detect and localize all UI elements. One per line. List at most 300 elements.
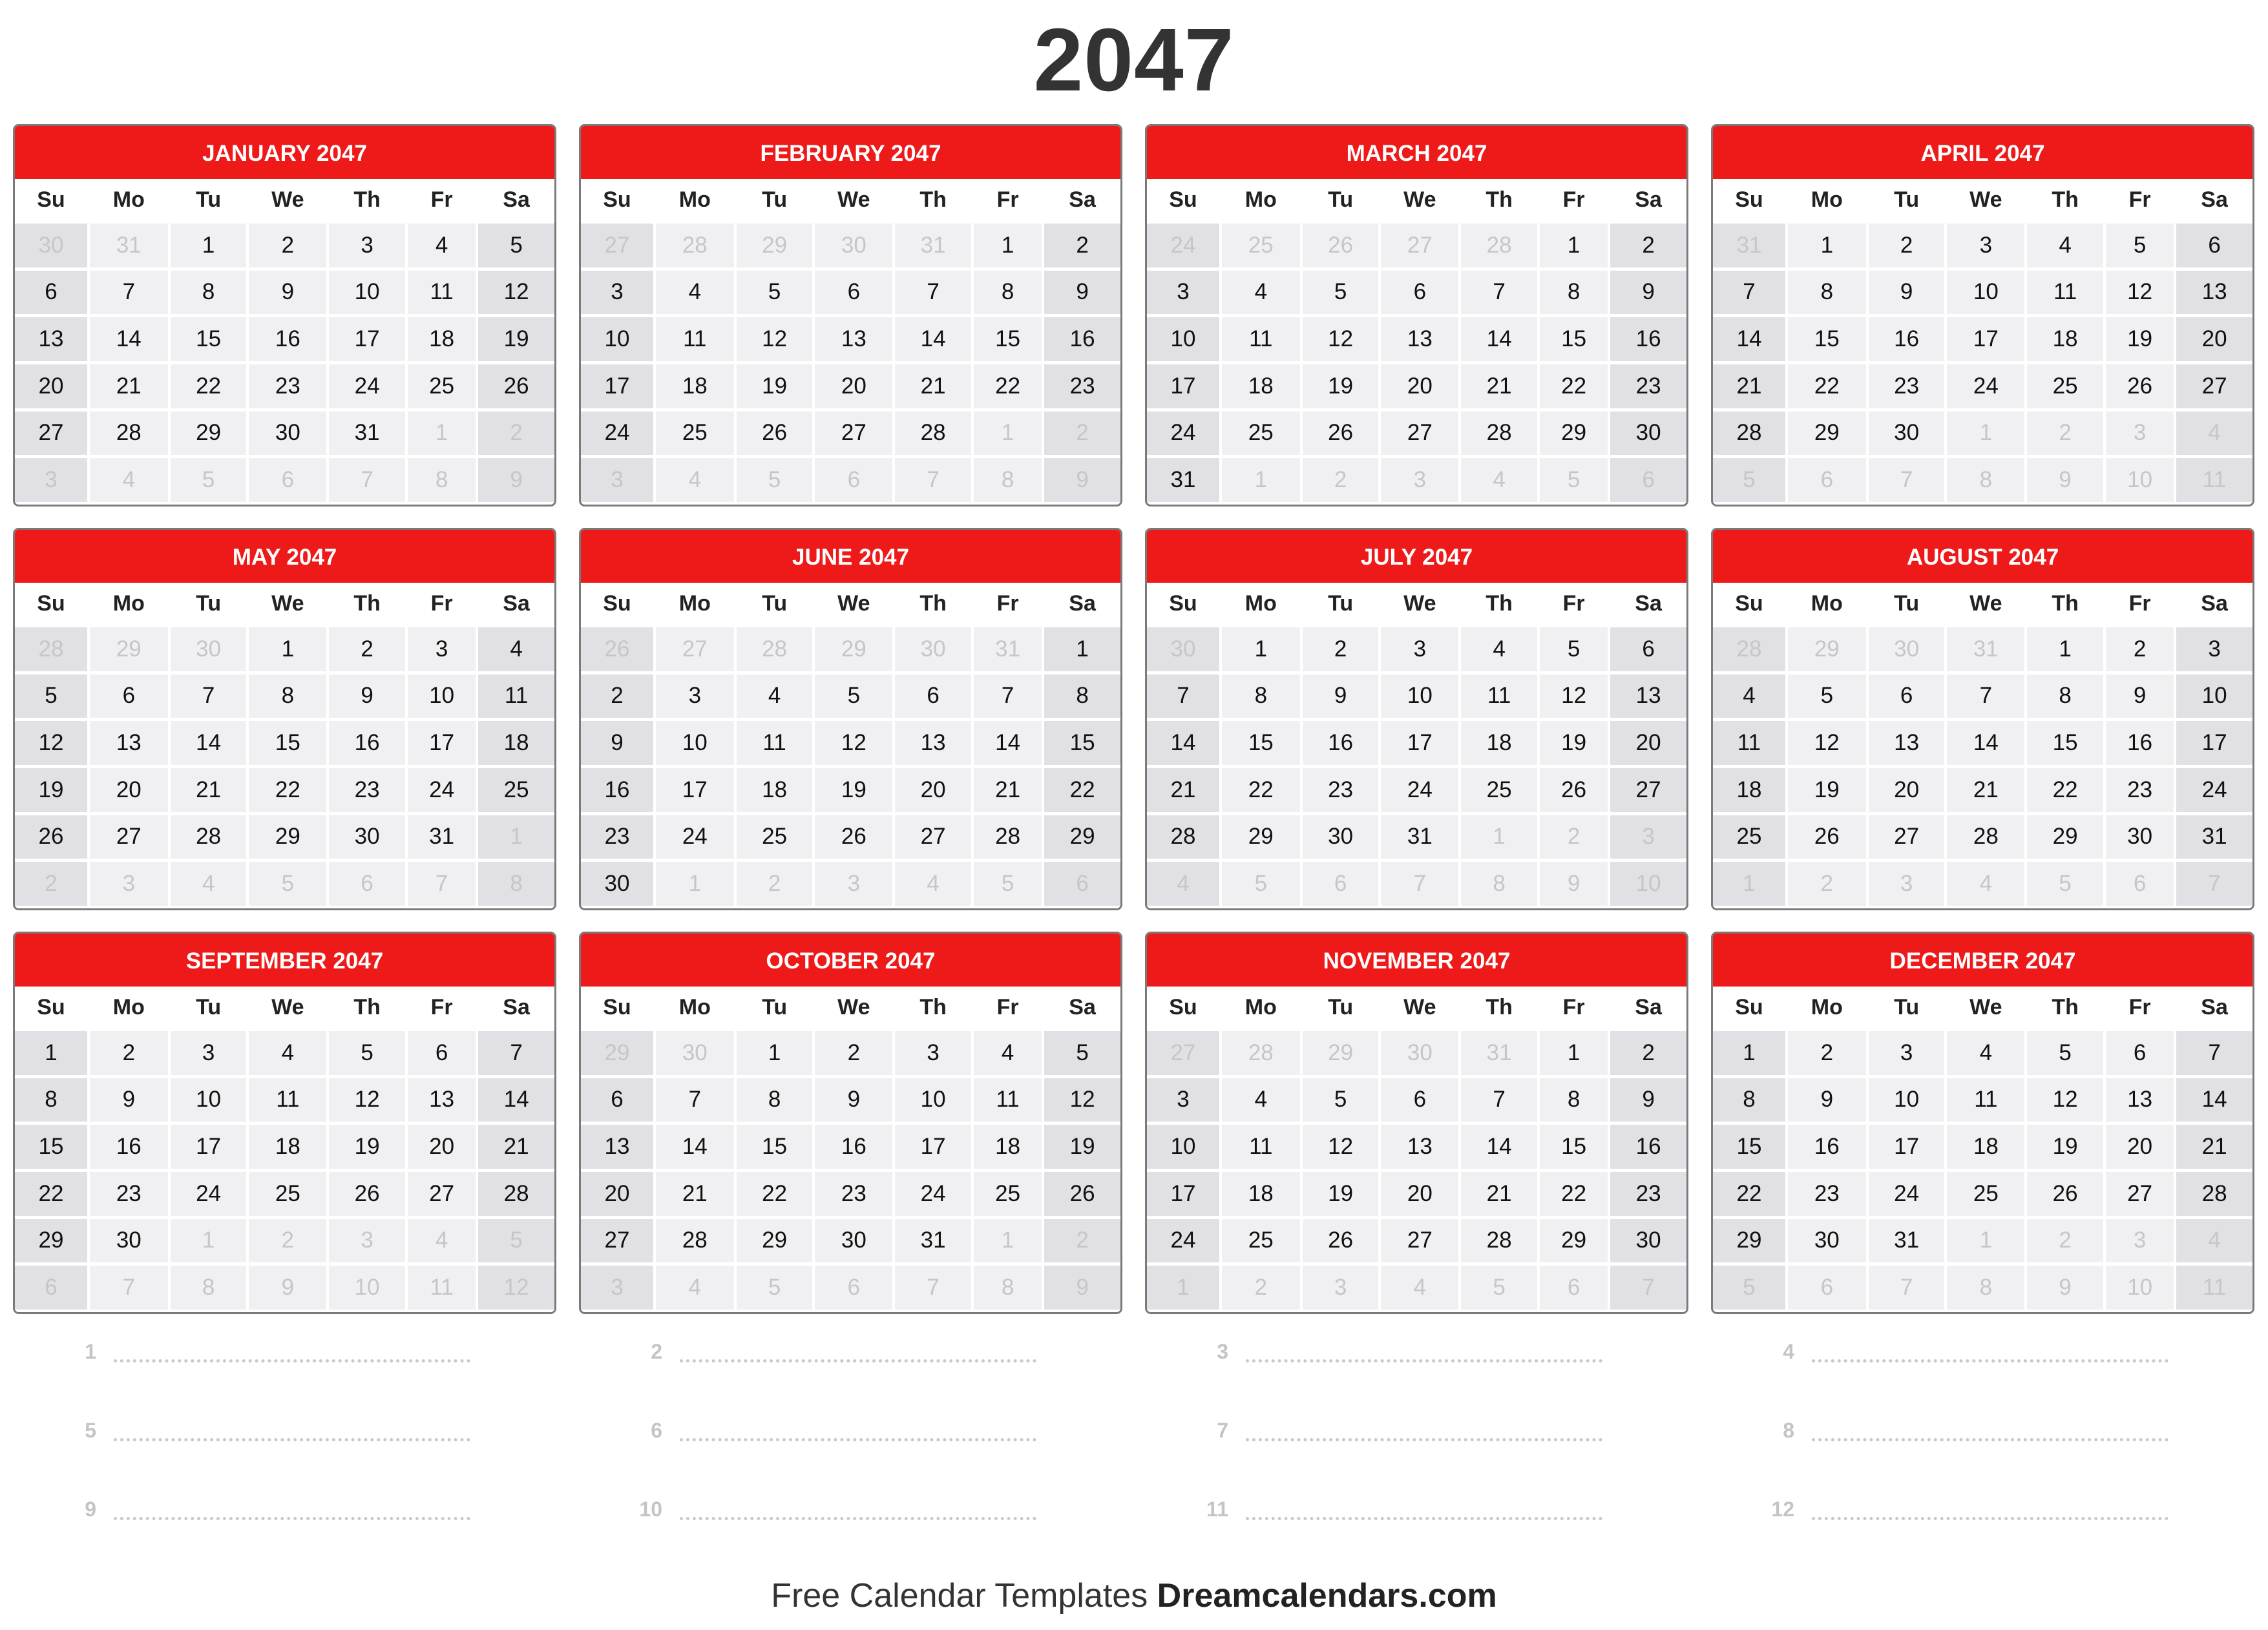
day-cell: 3 [408,627,476,671]
day-cell: 3 [1869,1031,1945,1075]
day-cell: 31 [974,627,1042,671]
day-cell: 10 [1869,1078,1945,1122]
day-cell: 20 [581,1172,653,1216]
day-cell: 2 [581,674,653,718]
weekday-label: Sa [1635,994,1662,1019]
day-cell: 22 [249,768,326,812]
day-cell: 19 [329,1125,405,1169]
months-grid [13,124,2255,1314]
day-cell: 26 [1044,1172,1120,1216]
day-cell: 4 [2176,412,2252,455]
day-cell: 28 [656,1219,734,1263]
day-cell: 30 [1610,412,1686,455]
day-cell: 15 [249,721,326,765]
day-cell: 19 [1540,721,1608,765]
day-cell: 1 [171,1219,247,1263]
weekday-label: Fr [430,994,453,1019]
weekday-label: Mo [112,590,145,616]
day-cell: 16 [1610,1125,1686,1169]
day-cell: 8 [171,1266,247,1310]
weekday-label: Fr [1562,590,1585,616]
day-cell: 7 [329,458,405,502]
page-title: 2047 [1033,10,1235,110]
day-cell: 30 [1788,1219,1866,1263]
day-cell: 2 [1869,224,1945,267]
day-cell: 5 [974,862,1042,906]
day-cell: 6 [1788,1266,1866,1310]
day-cell: 2 [478,412,554,455]
day-cell: 3 [90,862,168,906]
day-cell: 18 [1222,364,1300,408]
day-cell: 27 [895,815,971,859]
day-cell: 16 [329,721,405,765]
day-cell: 7 [1947,674,2024,718]
day-cell: 26 [1303,412,1379,455]
day-cell: 14 [1461,317,1537,361]
note-number: 5 [85,1419,96,1442]
day-cell: 27 [2106,1172,2174,1216]
day-cell: 2 [15,862,87,906]
note-dotted-line [1812,1438,2168,1441]
day-cell: 8 [249,674,326,718]
month-days-grid [581,583,1120,908]
day-cell: 18 [1713,768,1785,812]
day-cell: 5 [1540,627,1608,671]
day-cell: 3 [1303,1266,1379,1310]
note-dotted-line [114,1517,470,1520]
note-line-item [1145,1402,1688,1481]
day-cell: 19 [1303,364,1379,408]
day-cell: 5 [478,224,554,267]
day-cell: 8 [1713,1078,1785,1122]
day-cell: 17 [581,364,653,408]
day-cell: 5 [15,674,87,718]
day-cell: 6 [815,458,892,502]
day-cell: 23 [90,1172,168,1216]
day-cell: 26 [329,1172,405,1216]
day-cell: 5 [2106,224,2174,267]
day-cell: 19 [15,768,87,812]
weekday-label: Th [2052,994,2079,1019]
day-cell: 25 [737,815,813,859]
day-cell: 24 [1381,768,1458,812]
day-cell: 2 [1788,1031,1866,1075]
day-cell: 8 [1540,1078,1608,1122]
note-dotted-line [680,1438,1036,1441]
month-title: OCTOBER 2047 [581,934,1120,987]
day-cell: 13 [90,721,168,765]
day-cell: 23 [1869,364,1945,408]
day-cell: 25 [1222,412,1300,455]
day-cell: 16 [1044,317,1120,361]
note-line-item [579,1481,1122,1560]
day-cell: 16 [249,317,326,361]
day-cell: 19 [737,364,813,408]
weekday-label: We [271,590,304,616]
month-days-grid [1147,179,1686,505]
day-cell: 3 [1610,815,1686,859]
weekday-label: Th [1486,187,1513,212]
day-cell: 6 [90,674,168,718]
day-cell: 31 [408,815,476,859]
day-cell: 4 [249,1031,326,1075]
day-cell: 24 [1147,224,1219,267]
weekday-label: Th [919,590,947,616]
day-cell: 5 [2027,862,2103,906]
day-cell: 23 [329,768,405,812]
day-cell: 7 [478,1031,554,1075]
day-cell: 24 [408,768,476,812]
day-cell: 6 [1381,271,1458,315]
day-cell: 26 [1303,224,1379,267]
day-cell: 21 [656,1172,734,1216]
day-cell: 4 [1381,1266,1458,1310]
weekday-label: Mo [1811,187,1843,212]
day-cell: 31 [1947,627,2024,671]
day-cell: 28 [2176,1172,2252,1216]
day-cell: 28 [171,815,247,859]
day-cell: 29 [1540,412,1608,455]
day-cell: 9 [1044,1266,1120,1310]
day-cell: 11 [656,317,734,361]
month-card [13,932,556,1314]
day-cell: 9 [478,458,554,502]
month-title: MARCH 2047 [1147,126,1686,179]
day-cell: 4 [895,862,971,906]
day-cell: 11 [1222,1125,1300,1169]
day-cell: 28 [90,412,168,455]
day-cell: 4 [1222,1078,1300,1122]
note-number: 4 [1783,1340,1794,1363]
day-cell: 22 [737,1172,813,1216]
day-cell: 20 [408,1125,476,1169]
day-cell: 29 [1788,412,1866,455]
weekday-label: Fr [996,590,1019,616]
month-title: JULY 2047 [1147,530,1686,583]
day-cell: 7 [90,1266,168,1310]
day-cell: 29 [249,815,326,859]
weekday-label: Tu [1894,590,1920,616]
day-cell: 7 [656,1078,734,1122]
day-cell: 27 [1381,1219,1458,1263]
day-cell: 3 [581,271,653,315]
weekday-label: Su [1735,187,1763,212]
day-cell: 8 [171,271,247,315]
day-cell: 12 [478,1266,554,1310]
day-cell: 25 [656,412,734,455]
day-cell: 8 [1947,458,2024,502]
weekday-label: Su [603,590,631,616]
day-cell: 4 [2176,1219,2252,1263]
weekday-label: Fr [2128,187,2151,212]
day-cell: 2 [1303,458,1379,502]
weekday-label: Th [1486,590,1513,616]
day-cell: 16 [1869,317,1945,361]
day-cell: 6 [895,674,971,718]
note-line-item [1711,1402,2254,1481]
day-cell: 28 [895,412,971,455]
weekday-label: Tu [1894,187,1920,212]
day-cell: 4 [974,1031,1042,1075]
day-cell: 30 [90,1219,168,1263]
month-card [1711,932,2254,1314]
day-cell: 1 [1222,458,1300,502]
day-cell: 3 [329,1219,405,1263]
day-cell: 19 [815,768,892,812]
notes-section [13,1323,2255,1560]
note-line-item [13,1323,556,1402]
day-cell: 5 [249,862,326,906]
day-cell: 27 [1381,412,1458,455]
day-cell: 7 [1461,271,1537,315]
day-cell: 7 [1381,862,1458,906]
day-cell: 7 [895,458,971,502]
day-cell: 21 [1947,768,2024,812]
day-cell: 26 [2106,364,2174,408]
day-cell: 21 [90,364,168,408]
note-number: 11 [1206,1498,1228,1521]
month-card [13,528,556,910]
day-cell: 25 [1947,1172,2024,1216]
day-cell: 9 [1788,1078,1866,1122]
day-cell: 28 [974,815,1042,859]
weekday-label: We [1403,994,1436,1019]
weekday-label: Mo [678,187,711,212]
day-cell: 3 [2106,1219,2174,1263]
weekday-label: Fr [1562,994,1585,1019]
weekday-label: Fr [996,187,1019,212]
day-cell: 30 [1610,1219,1686,1263]
day-cell: 14 [656,1125,734,1169]
day-cell: 7 [90,271,168,315]
day-cell: 23 [581,815,653,859]
day-cell: 15 [15,1125,87,1169]
day-cell: 26 [581,627,653,671]
day-cell: 2 [1303,627,1379,671]
day-cell: 1 [408,412,476,455]
day-cell: 5 [1713,458,1785,502]
day-cell: 2 [1540,815,1608,859]
month-title: APRIL 2047 [1713,126,2252,179]
day-cell: 1 [1044,627,1120,671]
day-cell: 17 [1869,1125,1945,1169]
day-cell: 24 [1147,412,1219,455]
day-cell: 17 [2176,721,2252,765]
day-cell: 21 [1461,1172,1537,1216]
day-cell: 3 [1947,224,2024,267]
day-cell: 29 [1540,1219,1608,1263]
day-cell: 1 [1947,1219,2024,1263]
day-cell: 17 [1381,721,1458,765]
footer [0,1576,2268,1615]
day-cell: 4 [171,862,247,906]
day-cell: 30 [1869,412,1945,455]
day-cell: 2 [737,862,813,906]
day-cell: 4 [478,627,554,671]
day-cell: 13 [1381,317,1458,361]
day-cell: 6 [581,1078,653,1122]
day-cell: 29 [1303,1031,1379,1075]
day-cell: 2 [90,1031,168,1075]
day-cell: 8 [1540,271,1608,315]
day-cell: 12 [1788,721,1866,765]
day-cell: 28 [1461,224,1537,267]
day-cell: 31 [1147,458,1219,502]
day-cell: 14 [478,1078,554,1122]
weekday-label: Sa [1069,187,1096,212]
day-cell: 8 [974,1266,1042,1310]
day-cell: 28 [1713,627,1785,671]
month-card [1145,932,1688,1314]
day-cell: 9 [1044,271,1120,315]
day-cell: 27 [581,224,653,267]
day-cell: 10 [581,317,653,361]
day-cell: 12 [2027,1078,2103,1122]
day-cell: 5 [737,1266,813,1310]
day-cell: 25 [1222,224,1300,267]
day-cell: 1 [656,862,734,906]
day-cell: 1 [1947,412,2024,455]
day-cell: 11 [1461,674,1537,718]
note-line-item [13,1481,556,1560]
day-cell: 3 [1381,458,1458,502]
day-cell: 11 [2027,271,2103,315]
month-days-grid [1147,583,1686,908]
month-days-grid [1713,987,2252,1312]
day-cell: 19 [1044,1125,1120,1169]
day-cell: 27 [656,627,734,671]
day-cell: 24 [1869,1172,1945,1216]
month-days-grid [15,179,554,505]
day-cell: 31 [90,224,168,267]
note-dotted-line [114,1438,470,1441]
day-cell: 30 [1381,1031,1458,1075]
day-cell: 28 [1461,1219,1537,1263]
day-cell: 9 [1044,458,1120,502]
day-cell: 14 [1147,721,1219,765]
day-cell: 1 [974,224,1042,267]
note-number: 3 [1217,1340,1228,1363]
day-cell: 31 [1381,815,1458,859]
weekday-label: Tu [762,590,788,616]
month-card [579,124,1122,507]
day-cell: 18 [1222,1172,1300,1216]
weekday-label: Fr [2128,590,2151,616]
weekday-label: We [1969,994,2002,1019]
day-cell: 30 [581,862,653,906]
day-cell: 23 [1610,364,1686,408]
day-cell: 10 [408,674,476,718]
day-cell: 7 [1713,271,1785,315]
month-title: JANUARY 2047 [15,126,554,179]
day-cell: 6 [2176,224,2252,267]
day-cell: 1 [737,1031,813,1075]
weekday-label: Su [1735,590,1763,616]
day-cell: 31 [2176,815,2252,859]
day-cell: 2 [249,224,326,267]
day-cell: 1 [15,1031,87,1075]
weekday-label: Fr [2128,994,2151,1019]
note-dotted-line [114,1359,470,1363]
day-cell: 5 [1788,674,1866,718]
weekday-label: Th [353,590,381,616]
day-cell: 27 [1869,815,1945,859]
day-cell: 6 [2106,1031,2174,1075]
day-cell: 18 [2027,317,2103,361]
day-cell: 12 [1540,674,1608,718]
day-cell: 4 [737,674,813,718]
day-cell: 15 [1222,721,1300,765]
day-cell: 10 [329,1266,405,1310]
note-line-item [1711,1323,2254,1402]
weekday-label: Tu [1328,590,1354,616]
note-dotted-line [1246,1438,1602,1441]
day-cell: 18 [974,1125,1042,1169]
footer-site-link[interactable]: Dreamcalendars.com [1157,1577,1497,1614]
day-cell: 13 [815,317,892,361]
day-cell: 3 [1381,627,1458,671]
day-cell: 16 [1788,1125,1866,1169]
day-cell: 5 [737,271,813,315]
weekday-label: Su [1169,187,1197,212]
day-cell: 14 [2176,1078,2252,1122]
day-cell: 7 [1147,674,1219,718]
weekday-label: We [1403,590,1436,616]
day-cell: 13 [895,721,971,765]
day-cell: 3 [1869,862,1945,906]
month-title: AUGUST 2047 [1713,530,2252,583]
day-cell: 2 [2027,412,2103,455]
day-cell: 1 [1713,1031,1785,1075]
day-cell: 12 [1303,1125,1379,1169]
day-cell: 19 [1303,1172,1379,1216]
day-cell: 8 [1788,271,1866,315]
weekday-label: Th [919,187,947,212]
day-cell: 20 [2176,317,2252,361]
day-cell: 13 [1381,1125,1458,1169]
day-cell: 16 [815,1125,892,1169]
day-cell: 15 [1540,1125,1608,1169]
note-line-item [579,1323,1122,1402]
day-cell: 2 [2027,1219,2103,1263]
day-cell: 26 [737,412,813,455]
day-cell: 20 [1381,1172,1458,1216]
day-cell: 18 [656,364,734,408]
day-cell: 8 [478,862,554,906]
weekday-label: We [837,187,870,212]
day-cell: 7 [408,862,476,906]
day-cell: 14 [1461,1125,1537,1169]
day-cell: 9 [329,674,405,718]
weekday-label: Sa [2201,994,2228,1019]
month-days-grid [1147,987,1686,1312]
day-cell: 11 [2176,458,2252,502]
day-cell: 24 [1947,364,2024,408]
day-cell: 1 [1713,862,1785,906]
day-cell: 29 [90,627,168,671]
day-cell: 11 [408,1266,476,1310]
day-cell: 4 [1461,458,1537,502]
weekday-label: Mo [1244,187,1277,212]
day-cell: 5 [329,1031,405,1075]
day-cell: 23 [2106,768,2174,812]
weekday-label: Tu [196,994,222,1019]
day-cell: 22 [1788,364,1866,408]
day-cell: 6 [815,1266,892,1310]
day-cell: 6 [249,458,326,502]
month-days-grid [15,987,554,1312]
day-cell: 1 [171,224,247,267]
